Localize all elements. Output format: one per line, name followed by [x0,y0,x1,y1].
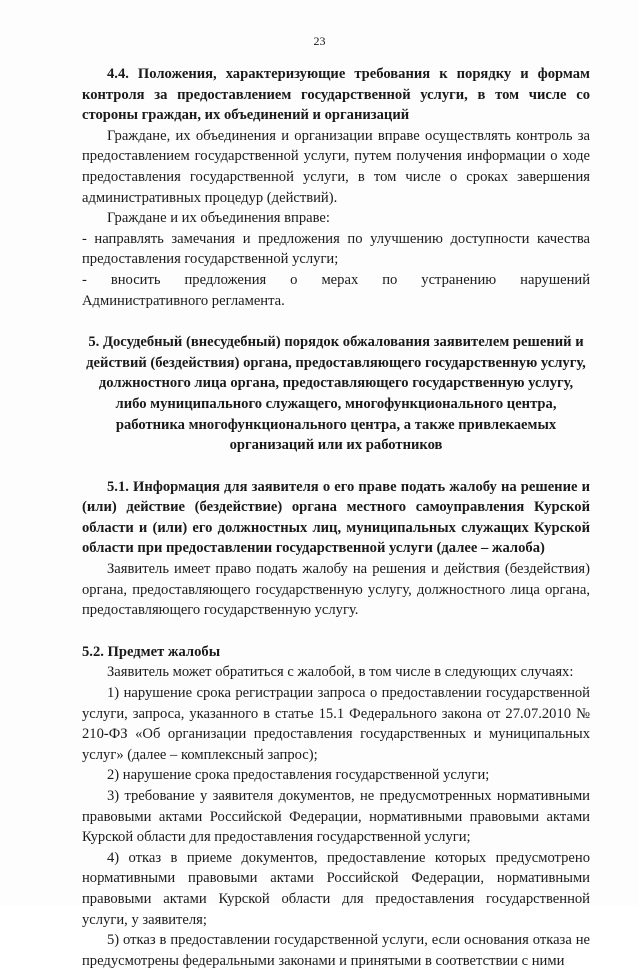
spacer [82,311,590,332]
section-5-2-case-3: 3) требование у заявителя документов, не предусмотренных нормативными правовыми актами Российской Федерации, нормативными правовыми актами Курской области для предоставления государственной услуги; [82,788,590,846]
section-5-2-case-1: 1) нарушение срока регистрации запроса о предоставлении государственной услуги, запроса, указанного в статье 15.1 Федерального закона от 27.07.2010 № 210-ФЗ «Об организации предоставления государственных и муниципальных услуг» (далее – комплексный запрос); [82,685,590,763]
section-5-2-intro: Заявитель может обратиться с жалобой, в том числе в следующих случаях: [107,664,574,681]
page-number: 23 [313,34,326,48]
section-5-2-case-5: 5) отказ в предоставлении государственной услуги, если основания отказа не предусмотрены федеральными законами и принятыми в соответствии с ними [82,932,590,969]
section-4-4-list-item-2-line-2: Административного регламента. [82,292,285,309]
section-4-4-paragraph-1: Граждане, их объединения и организации вправе осуществлять контроль за предоставлением государственной услуги, путем получения информации о ходе предоставления государственной услуги, в том числе о сроках завершения административных процедур (действий). [82,127,590,206]
section-5-heading: 5. Досудебный (внесудебный) порядок обжалования заявителем решений и действий (бездействия) органа, предоставляющего государственную услугу, должностного лица органа, предоставляющего государственную услугу, либо муниципального служащего, многофункционального центра, работника многофункционального центра, а также привлекаемых организаций или их работников [86,334,586,454]
section-4-4-heading: 4.4. Положения, характеризующие требования к порядку и формам контроля за предоставлением государственной услуги, в том числе со стороны граждан, их объединений и организаций [82,66,590,124]
spacer [82,456,590,477]
document-body [82,64,590,971]
section-4-4-list-item-1: - направлять замечания и предложения по улучшению доступности качества предоставления государственной услуги; [82,230,590,268]
section-4-4-paragraph-2: Граждане и их объединения вправе: [107,210,330,227]
spacer [82,621,590,642]
section-4-4-list-item-2-line-1: - вносить предложения о мерах по устранению нарушений [82,271,590,288]
section-5-2-case-2: 2) нарушение срока предоставления государственной услуги; [107,767,490,784]
section-5-1-heading: 5.1. Информация для заявителя о его праве подать жалобу на решение и (или) действие (бездействие) органа местного самоуправления Курской области и (или) его должностных лиц, муниципальных служащих Курской области при предоставлении государственной услуги (далее – жалоба) [82,478,590,557]
section-5-2-heading: 5.2. Предмет жалобы [82,643,221,660]
section-5-2-case-4: 4) отказ в приеме документов, предоставление которых предусмотрено нормативными правовыми актами Российской Федерации, нормативными правовыми актами Курской области для предоставления государственной услуги, у заявителя; [82,849,590,928]
section-5-1-paragraph-1: Заявитель имеет право подать жалобу на решения и действия (бездействия) органа, предоставляющего государственную услугу, должностного лица органа, предоставляющего государственную услугу. [82,561,590,619]
